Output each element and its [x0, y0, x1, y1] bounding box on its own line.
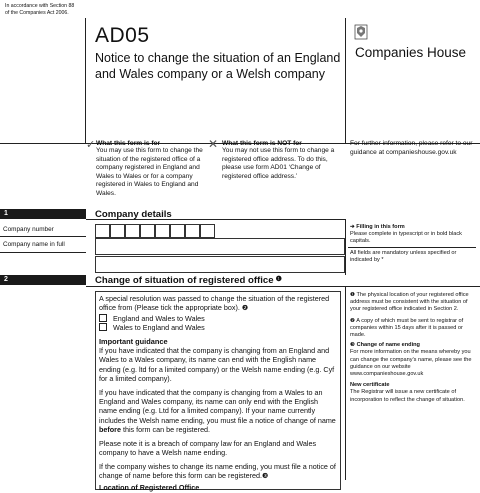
checkbox-wales-to-england[interactable]: [99, 323, 107, 331]
label-rule-1: [0, 236, 86, 237]
company-number-cell[interactable]: [140, 224, 155, 238]
company-name-field-2[interactable]: [95, 256, 345, 273]
guidance-para-4: [99, 462, 337, 481]
form-code: AD05: [95, 24, 150, 47]
side-note-rule: [348, 247, 476, 248]
company-number-cell[interactable]: [155, 224, 170, 238]
mandatory-note: All fields are mandatory unless specified or indicated by *: [350, 250, 457, 264]
resolution-paragraph: [99, 294, 337, 313]
option-1-label: England and Wales to Wales: [113, 313, 205, 323]
company-number-cell[interactable]: [200, 224, 215, 238]
section-1-number: 1: [4, 210, 8, 217]
legal-note: In accordance with Section 88 of the Companies Act 2006.: [5, 3, 75, 16]
section-2-number: 2: [4, 276, 8, 283]
company-number-cell[interactable]: [110, 224, 125, 238]
para-4-marker: ❸: [262, 470, 269, 480]
note-2-marker: ❷: [350, 317, 356, 324]
company-name-label: Company name in full: [3, 241, 65, 248]
guidance-para-3: Please note it is a breach of company law for an England and Wales company to have a Welsh name ending.: [99, 438, 317, 458]
note-3-marker: ❸: [350, 342, 356, 349]
location-heading: Location of Registered Office: [99, 483, 200, 493]
purpose-heading: What this form is for: [96, 140, 161, 147]
option-wales-to-england[interactable]: [99, 323, 337, 332]
purpose-body: You may use this form to change the situation of the registered office of a company registered in England and Wales to Wales or for a company registered in Wales to England and Wales.: [96, 147, 203, 197]
section-1-bar: [0, 209, 86, 219]
filling-body: Please complete in typescript or in bold black capitals.: [350, 231, 462, 245]
para-2-bold: before: [99, 425, 121, 435]
section-2-rule: [86, 286, 480, 287]
section-1-rule: [86, 219, 345, 220]
company-number-cell[interactable]: [170, 224, 185, 238]
para-2-end: this form can be registered.: [120, 425, 211, 435]
note-1: [350, 292, 475, 314]
section-2-title-wrap: [95, 275, 282, 286]
company-name-field-1[interactable]: [95, 238, 345, 255]
more-info: For further information, please refer to our guidance at companieshouse.gov.uk: [350, 140, 473, 156]
header-divider-right: [345, 18, 346, 143]
section-2-box: [95, 291, 341, 493]
note-3-text: For more information on the means whereby you can change the company’s name, please see the guidance on our website www.companieshouse.gov.uk: [350, 349, 472, 378]
note-2: [350, 318, 475, 340]
note-2-text: A copy of which must be sent to registrar of companies within 15 days after it is passed or made.: [350, 317, 464, 339]
label-rule-2: [0, 252, 86, 253]
section-2-title: Change of situation of registered office: [95, 275, 274, 286]
para-4-text: If the company wishes to change its name ending, you must file a notice of change of name before this form can be registered.: [99, 461, 336, 480]
section-2-marker: ❶: [275, 276, 282, 283]
para-2-start: If you have indicated that the company is changing from a Wales to an England and Wales company, its name can only end with the English name ending (e.g. Ltd for a limited company). If your name currently includes the Welsh name ending, you must file a notice of change of name: [99, 387, 336, 425]
form-title: Notice to change the situation of an England and Wales company or a Welsh company: [95, 51, 341, 81]
section-1-title: Company details: [95, 209, 172, 220]
not-purpose-heading: What this form is NOT for: [222, 140, 302, 147]
form-purpose: [96, 140, 211, 199]
section-1-side-divider: [345, 219, 346, 275]
note-3-heading: Change of name ending: [356, 342, 420, 349]
not-purpose-body: You may not use this form to change a registered office address. To do this, please use form AD01 ‘Change of registered office address.’: [222, 147, 335, 180]
option-england-to-wales[interactable]: [99, 314, 337, 323]
header-divider-left: [85, 18, 86, 143]
section-2-content: [95, 291, 341, 493]
section-2-side-divider: [345, 286, 346, 480]
section-2-notes: [350, 292, 475, 404]
company-number-label: Company number: [3, 226, 54, 233]
filling-note: [350, 224, 475, 246]
form-not-purpose: [222, 140, 340, 181]
resolution-marker: ❷: [241, 303, 249, 313]
new-certificate-body: The Registrar will issue a new certificate of incorporation to reflect the change of situation.: [350, 389, 465, 403]
cross-icon: ✕: [208, 137, 219, 151]
crest-icon: [354, 24, 368, 40]
new-certificate-heading: New certificate: [350, 382, 390, 389]
company-number-cell[interactable]: [185, 224, 200, 238]
note-1-marker: ❶: [350, 292, 356, 298]
note-3-heading-row: [350, 342, 475, 349]
guidance-heading: Important guidance: [99, 336, 168, 346]
guidance-para-2: [99, 388, 337, 435]
brand-name: Companies House: [355, 45, 467, 60]
company-number-cell[interactable]: [95, 224, 110, 238]
note-1-text: The physical location of your registered office address must be consistent with the situation of your registered office indicated in Section 2.: [350, 292, 469, 313]
checkbox-england-to-wales[interactable]: [99, 314, 107, 322]
guidance-para-1: If you have indicated that the company is changing from an England and Wales to a Wales company, its name can end with the English name ending (e.g. ltd for a limited company) or the Welsh name ending (e.g. Cyf for a limited company).: [99, 346, 335, 384]
arrow-icon: ➔: [350, 224, 357, 230]
filling-heading: Filling in this form: [356, 224, 405, 230]
tick-icon: ✓: [86, 139, 96, 151]
option-2-label: Wales to England and Wales: [113, 323, 205, 333]
company-number-cell[interactable]: [125, 224, 140, 238]
resolution-text: A special resolution was passed to change the situation of the registered office from (Please tick the appropriate box).: [99, 294, 330, 313]
section-2-bar: [0, 275, 86, 285]
